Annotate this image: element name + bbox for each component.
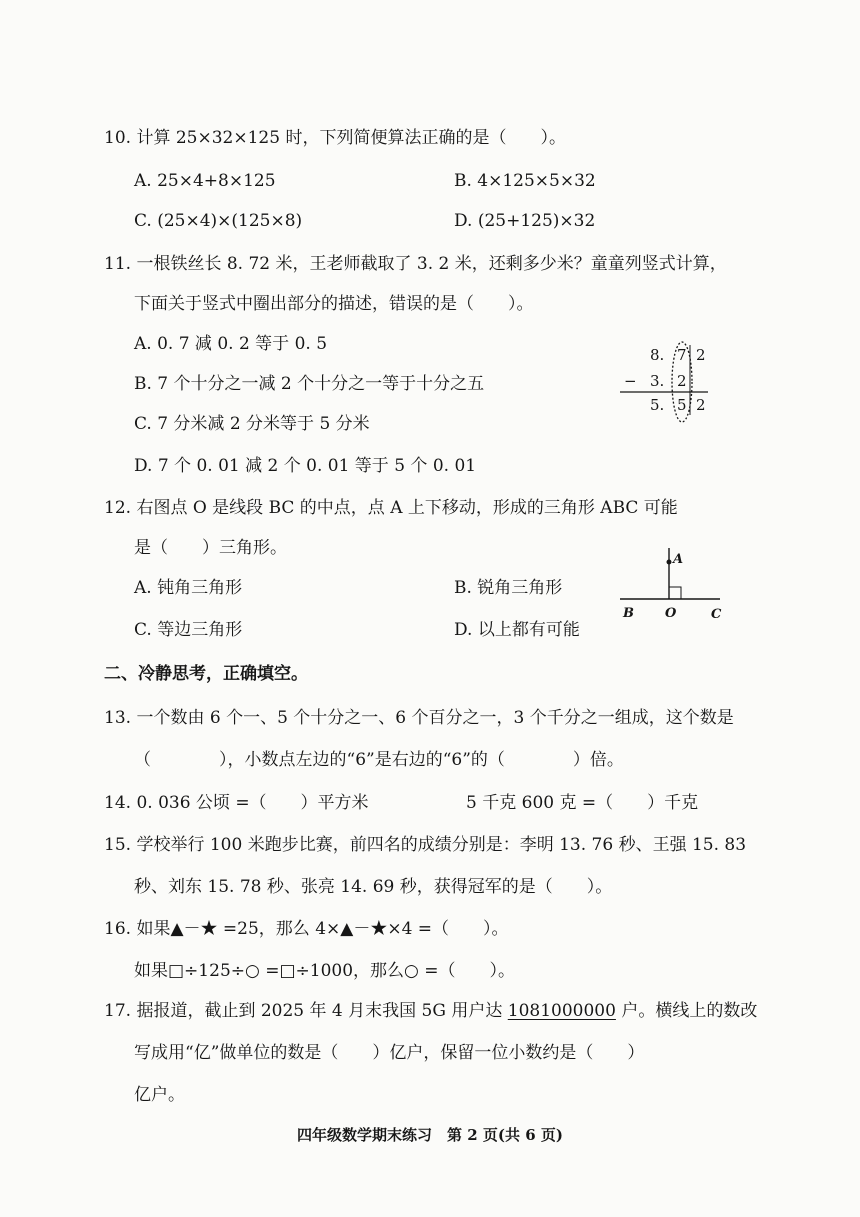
q12-option-a: A. 钝角三角形 — [134, 578, 243, 598]
fig-row3-int: 5. — [650, 396, 665, 414]
q17-line2: 写成用“亿”做单位的数是（ ）亿户，保留一位小数约是（ ） — [134, 1043, 645, 1063]
q17-line1 — [104, 1000, 757, 1022]
q15-line2: 秒、刘东 15. 78 秒、张亮 14. 69 秒，获得冠军的是（ ）。 — [134, 877, 613, 897]
fig-row1-hundredths: 2 — [696, 346, 706, 364]
fig-label-b: B — [623, 606, 634, 621]
fig-row2-int: 3. — [650, 372, 665, 390]
q11-option-c: C. 7 分米减 2 分米等于 5 分米 — [134, 414, 370, 434]
q11-subtraction-figure — [610, 335, 730, 445]
q17-line1-pre: 17. 据报道，截止到 2025 年 4 月末我国 5G 用户达 — [104, 1001, 508, 1021]
q11-option-a: A. 0. 7 减 0. 2 等于 0. 5 — [134, 334, 328, 354]
fig-row2-tenths: 2 — [677, 372, 687, 390]
q14-part1: 14. 0. 036 公顷 =（ ）平方米 — [104, 793, 369, 813]
q12-geometry-figure — [615, 540, 735, 620]
fig-row1-int: 8. — [650, 346, 665, 364]
q11-stem: 11. 一根铁丝长 8. 72 米，王老师截取了 3. 2 米，还剩多少米？童童列竖式计算， — [104, 254, 727, 274]
q12-stem-cont: 是（ ）三角形。 — [134, 538, 287, 558]
q17-line3: 亿户。 — [134, 1085, 185, 1105]
fig-point-a — [667, 560, 672, 565]
fig-row3-tenths: 5 — [677, 396, 687, 414]
fig-label-o: O — [665, 606, 677, 621]
q15-line1: 15. 学校举行 100 米跑步比赛，前四名的成绩分别是：李明 13. 76 秒、王强 15. 83 — [104, 835, 747, 855]
q14-part2: 5 千克 600 克 =（ ）千克 — [466, 793, 699, 813]
fig-row1-tenths: 7 — [677, 346, 687, 364]
fig-label-a: A — [673, 552, 684, 567]
page-footer: 四年级数学期末练习 第 2 页(共 6 页) — [297, 1126, 563, 1144]
q10-option-d: D. (25+125)×32 — [454, 211, 596, 231]
q12-option-d: D. 以上都有可能 — [454, 620, 580, 640]
fig-row2-minus: − — [624, 372, 637, 390]
q13-line1: 13. 一个数由 6 个一、5 个十分之一、6 个百分之一，3 个千分之一组成，这个数是 — [104, 708, 734, 728]
q12-stem: 12. 右图点 O 是线段 BC 的中点，点 A 上下移动，形成的三角形 ABC 可能 — [104, 498, 678, 518]
q12-option-c: C. 等边三角形 — [134, 620, 243, 640]
q10-option-b: B. 4×125×5×32 — [454, 171, 596, 191]
q11-option-d: D. 7 个 0. 01 减 2 个 0. 01 等于 5 个 0. 01 — [134, 456, 477, 476]
fig-label-c: C — [711, 607, 722, 622]
q16-line1: 16. 如果▲－★ =25，那么 4×▲－★×4 =（ ）。 — [104, 919, 509, 939]
section-2-title: 二、冷静思考，正确填空。 — [104, 664, 308, 684]
q11-stem-cont: 下面关于竖式中圈出部分的描述，错误的是（ ）。 — [134, 294, 534, 314]
q13-line2: （ ），小数点左边的“6”是右边的“6”的（ ）倍。 — [134, 750, 624, 770]
fig-row3-hundredths: 2 — [696, 396, 706, 414]
q16-line2: 如果□÷125÷○ =□÷1000，那么○ =（ ）。 — [134, 961, 516, 981]
q10-option-c: C. (25×4)×(125×8) — [134, 211, 303, 231]
q12-option-b: B. 锐角三角形 — [454, 578, 563, 598]
fig-right-angle-mark — [669, 587, 681, 599]
q10-stem: 10. 计算 25×32×125 时，下列简便算法正确的是（ ）。 — [104, 128, 566, 148]
q17-underlined-number: 1081000000 — [507, 1001, 616, 1021]
q11-option-b: B. 7 个十分之一减 2 个十分之一等于十分之五 — [134, 374, 485, 394]
q17-line1-post: 户。横线上的数改 — [615, 1001, 758, 1021]
q10-option-a: A. 25×4+8×125 — [134, 171, 276, 191]
